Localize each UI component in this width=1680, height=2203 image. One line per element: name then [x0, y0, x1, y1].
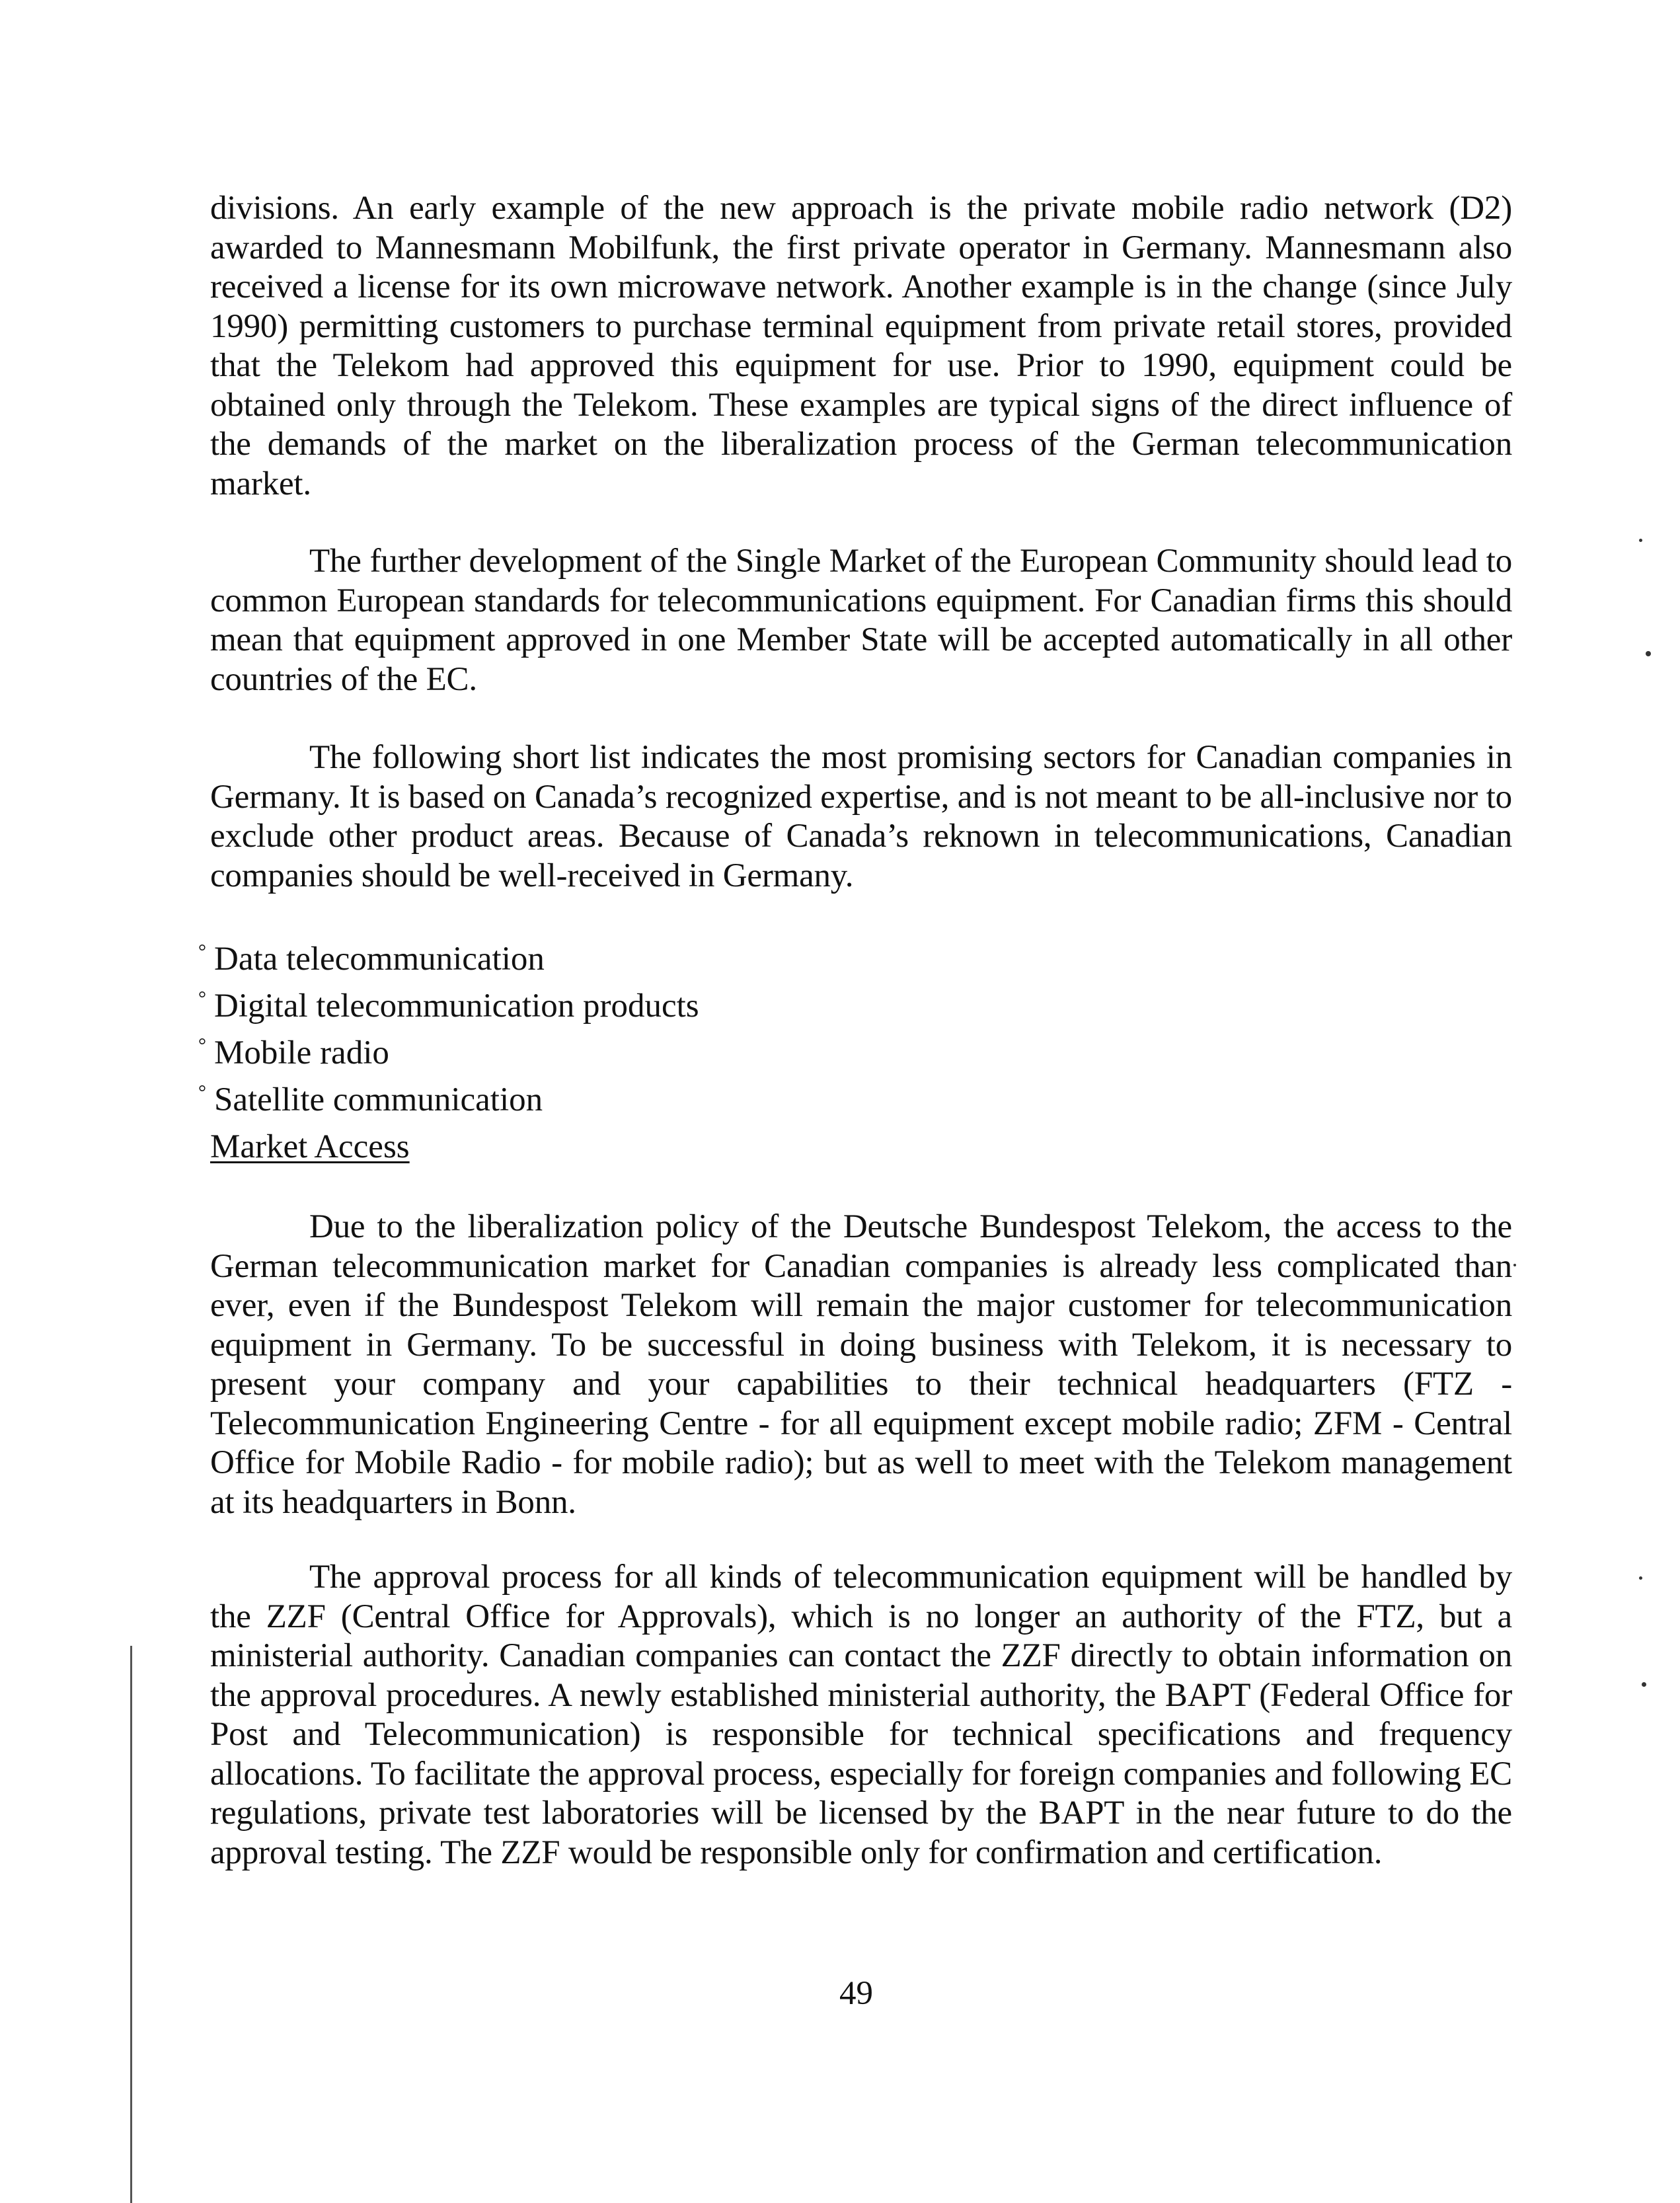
list-item	[198, 932, 699, 979]
section-heading-market-access: Market Access	[210, 1128, 410, 1165]
list-item-label: Data telecommunication	[214, 941, 545, 978]
paragraph-approval-process: The approval process for all kinds of telecommunication equipment will be handled by the ZZF (Central Office for Approvals), which is no longer an authority of the FTZ, but a ministerial authority. Canadian companies can contact the ZZF directly to obtain information on the approval procedures. A newly established ministerial authority, the BAPT (Federal Office for Post and Telecommunication) is responsible for technical specifications and frequency allocations. To facilitate the approval process, especially for foreign companies and following EC regulations, private test laboratories will be licensed by the BAPT in the near future to do the approval testing. The ZZF would be responsible only for confirmation and certification.	[210, 1559, 1512, 1871]
scan-speck	[1513, 1264, 1516, 1266]
list-item-label: Mobile radio	[214, 1034, 389, 1071]
degree-bullet-icon: °	[198, 941, 206, 962]
scan-speck	[1646, 651, 1651, 656]
paragraph-market-access: Due to the liberalization policy of the Deutsche Bundespost Telekom, the access to the German telecommunication market for Canadian companies is already less complicated than ever, even if the Bundespost Telekom will remain the major customer for telecommunication equipment in Germany. To be successful in doing business with Telekom, it is necessary to present your company and your capabilities to their technical headquarters (FTZ - Telecommunication Engineering Centre - for all equipment except mobile radio; ZFM - Central Office for Mobile Radio - for mobile radio); but as well to meet with the Telekom management at its headquarters in Bonn.	[210, 1208, 1512, 1521]
list-item-label: Digital telecommunication products	[214, 987, 699, 1024]
scan-speck	[1639, 539, 1642, 542]
list-item	[198, 1073, 699, 1120]
paragraph-promising-sectors: The following short list indicates the most promising sectors for Canadian companies in Germany. It is based on Canada’s recognized expertise, and is not meant to be all-inclusive nor to exclude other product areas. Because of Canada’s reknown in telecommunications, Canadian companies should be well-received in Germany.	[210, 739, 1512, 894]
page-number: 49	[839, 1975, 873, 2012]
list-item-label: Satellite communication	[214, 1081, 543, 1118]
sector-list	[198, 932, 699, 1120]
list-item	[198, 979, 699, 1026]
scan-margin-line	[130, 1646, 132, 2203]
degree-bullet-icon: °	[198, 987, 206, 1009]
list-item	[198, 1026, 699, 1073]
paragraph-single-market: The further development of the Single Market of the European Community should lead to common European standards for telecommunications equipment. For Canadian firms this should mean that equipment approved in one Member State will be accepted automatically in all other countries of the EC.	[210, 543, 1512, 698]
paragraph-mobile-radio-liberalization: divisions. An early example of the new approach is the private mobile radio network (D2) awarded to Mannesmann Mobilfunk, the first private operator in Germany. Mannesmann also received a license for its own microwave network. Another example is in the change (since July 1990) permitting customers to purchase terminal equipment from private retail stores, provided that the Telekom had approved this equipment for use. Prior to 1990, equipment could be obtained only through the Telekom. These examples are typical signs of the direct influence of the demands of the market on the liberalization process of the German telecommunication market.	[210, 190, 1512, 502]
scan-speck	[1639, 1576, 1642, 1580]
degree-bullet-icon: °	[198, 1034, 206, 1056]
scan-speck	[1642, 1682, 1646, 1687]
degree-bullet-icon: °	[198, 1081, 206, 1103]
